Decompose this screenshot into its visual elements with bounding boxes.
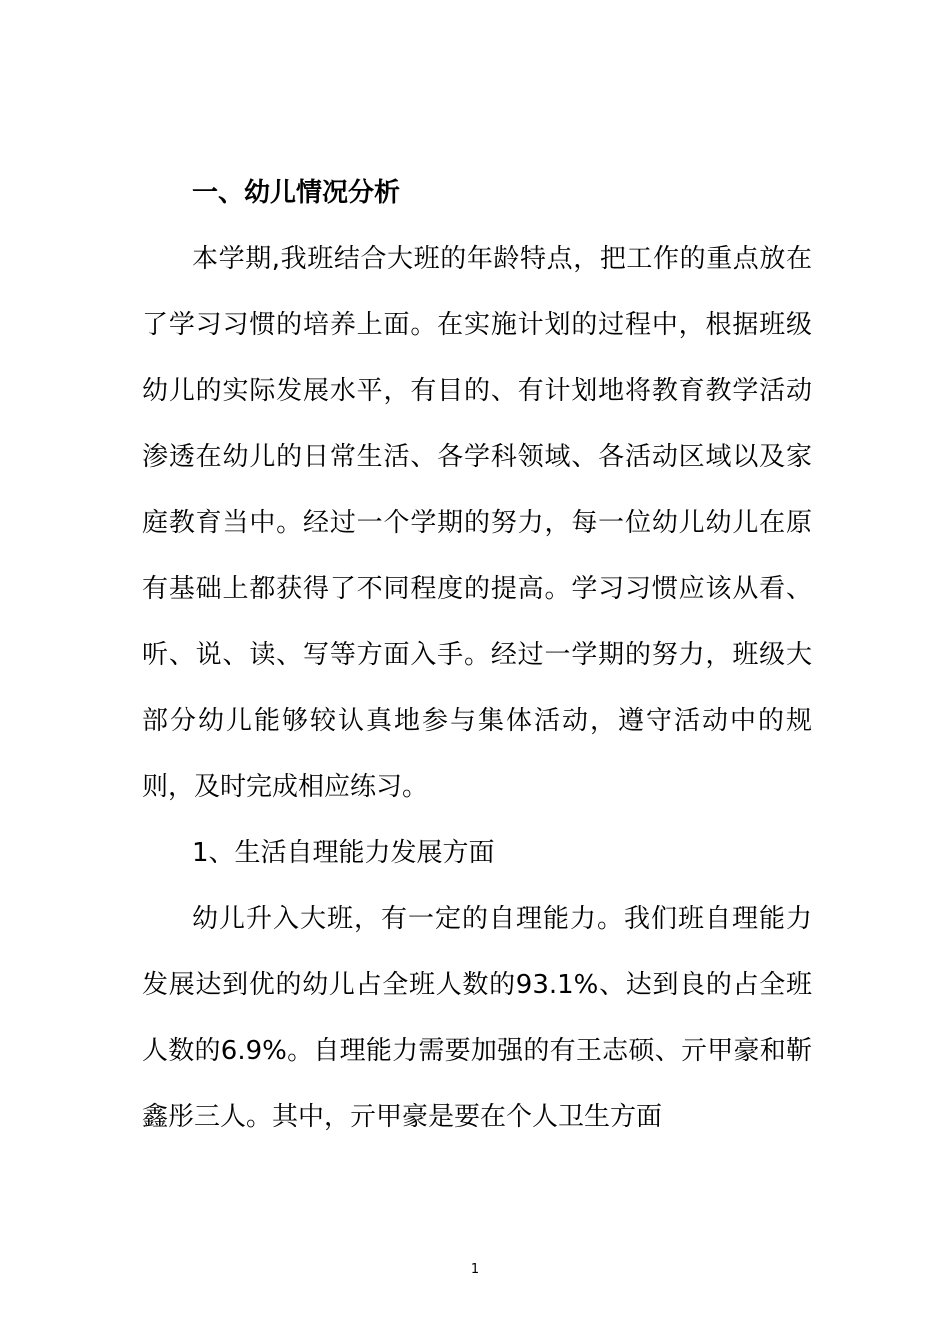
subsection-heading-self-care: 1、生活自理能力发展方面 — [192, 838, 495, 868]
page-number: 1 — [470, 1262, 480, 1277]
paragraph-learning-habits: 本学期,我班结合大班的年龄特点，把工作的重点放在了学习习惯的培养上面。在实施计划的过程中，根据班级幼儿的实际发展水平，有目的、有计划地将教育教学活动渗透在幼儿的日常生活、各学科领域、各活动区域以及家庭教育当中。经过一个学期的努力，每一位幼儿幼儿在原有基础上都获得了不同程度的提高。学习习惯应该从看、听、说、读、写等方面入手。经过一学期的努力，班级大部分幼儿能够较认真地参与集体活动，遵守活动中的规则，及时完成相应练习。 — [142, 244, 812, 802]
section-heading: 一、幼儿情况分析 — [192, 178, 401, 208]
paragraph-self-care: 幼儿升入大班，有一定的自理能力。我们班自理能力发展达到优的幼儿占全班人数的93.1%、达到良的占全班人数的6.9%。自理能力需要加强的有王志硕、亓甲豪和靳鑫彤三人。其中，亓甲豪是要在个人卫生方面 — [142, 904, 812, 1132]
document-body — [142, 160, 812, 1150]
